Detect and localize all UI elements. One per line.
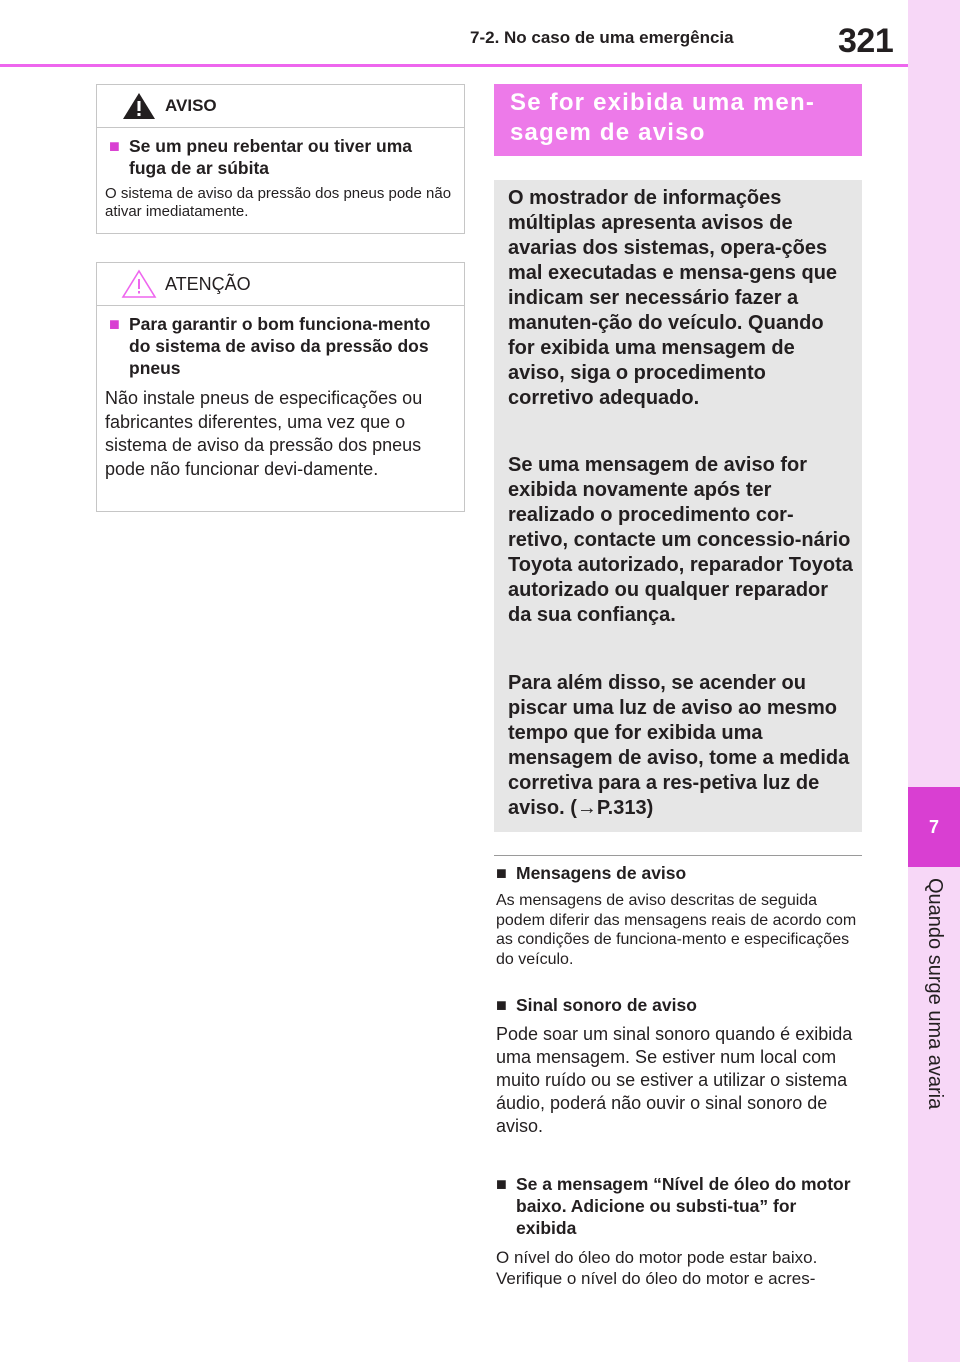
caution-outline-icon [121, 269, 157, 299]
warning-box-header [97, 85, 464, 128]
bullet-square-icon: ■ [496, 863, 507, 883]
warning-box [96, 84, 465, 234]
warning-filled-icon [121, 91, 157, 121]
info-paragraph: O mostrador de informações múltiplas apresenta avisos de avarias dos sistemas, opera-ções mal executadas e mensa-gens que indicam ser necessário fazer a manuten-ção do veículo. Quando for exibida uma mensagem de aviso, siga o procedimento corretivo adequado. [508, 187, 838, 409]
bullet-square-icon: ■ [109, 314, 120, 334]
chapter-title-label: Quando surge uma avaria [924, 878, 946, 1110]
info-paragraph: Para além disso, se acender ou piscar uma luz de aviso ao mesmo tempo que for exibida uma mensagem de aviso, tome a medida corretiva para a res-petiva luz de aviso. (→P.313) [508, 672, 850, 819]
page-number: 321 [838, 22, 894, 60]
chapter-title-vertical [908, 870, 960, 1170]
warning-subtitle: ■ Se um pneu rebentar ou tiver uma fuga de ar súbita [109, 136, 412, 178]
header-divider [0, 64, 908, 67]
info-paragraph: Se uma mensagem de aviso for exibida novamente após ter realizado o procedimento cor-retivo, contacte um concessio-nário Toyota autorizado, reparador Toyota autorizado ou qualquer reparador da sua confiança. [508, 454, 853, 626]
section-title: 7-2. No caso de uma emergência [470, 28, 734, 47]
note-body: Pode soar um sinal sonoro quando é exibida uma mensagem. Se estiver num local com muito ruído ou se estiver a utilizar o sistema áudio, poderá não ouvir o sinal sonoro de aviso. [496, 1024, 853, 1136]
note-heading: ■ Sinal sonoro de aviso [496, 995, 697, 1015]
note-heading: ■ Se a mensagem “Nível de óleo do motor baixo. Adicione ou substi-tua” for exibida [496, 1174, 851, 1238]
bullet-square-icon: ■ [496, 995, 507, 1015]
warning-label: AVISO [165, 96, 217, 115]
warning-body: O sistema de aviso da pressão dos pneus pode não ativar imediatamente. [105, 185, 452, 220]
note-heading: ■ Mensagens de aviso [496, 863, 687, 883]
bullet-square-icon: ■ [109, 136, 120, 156]
caution-box [96, 262, 465, 512]
chapter-number-tab[interactable]: 7 [908, 787, 960, 867]
caution-body: Não instale pneus de especificações ou fabricantes diferentes, uma vez que o sistema de aviso da pressão dos pneus pode não funcionar devi-damente. [105, 388, 423, 479]
caution-label: ATENÇÃO [165, 273, 251, 294]
section-heading: Se for exibida uma men-sagem de aviso [494, 84, 862, 156]
caution-box-header [97, 263, 464, 306]
notes-divider [494, 855, 862, 856]
note-body: As mensagens de aviso descritas de seguida podem diferir das mensagens reais de acordo com as condições de funciona-mento e especificações do veículo. [496, 892, 857, 968]
info-box [494, 180, 862, 832]
note-body: O nível do óleo do motor pode estar baixo. Verifique o nível do óleo do motor e acres- [496, 1248, 818, 1288]
caution-subtitle: ■ Para garantir o bom funciona-mento do sistema de aviso da pressão dos pneus [109, 314, 431, 378]
bullet-square-icon: ■ [496, 1174, 507, 1194]
